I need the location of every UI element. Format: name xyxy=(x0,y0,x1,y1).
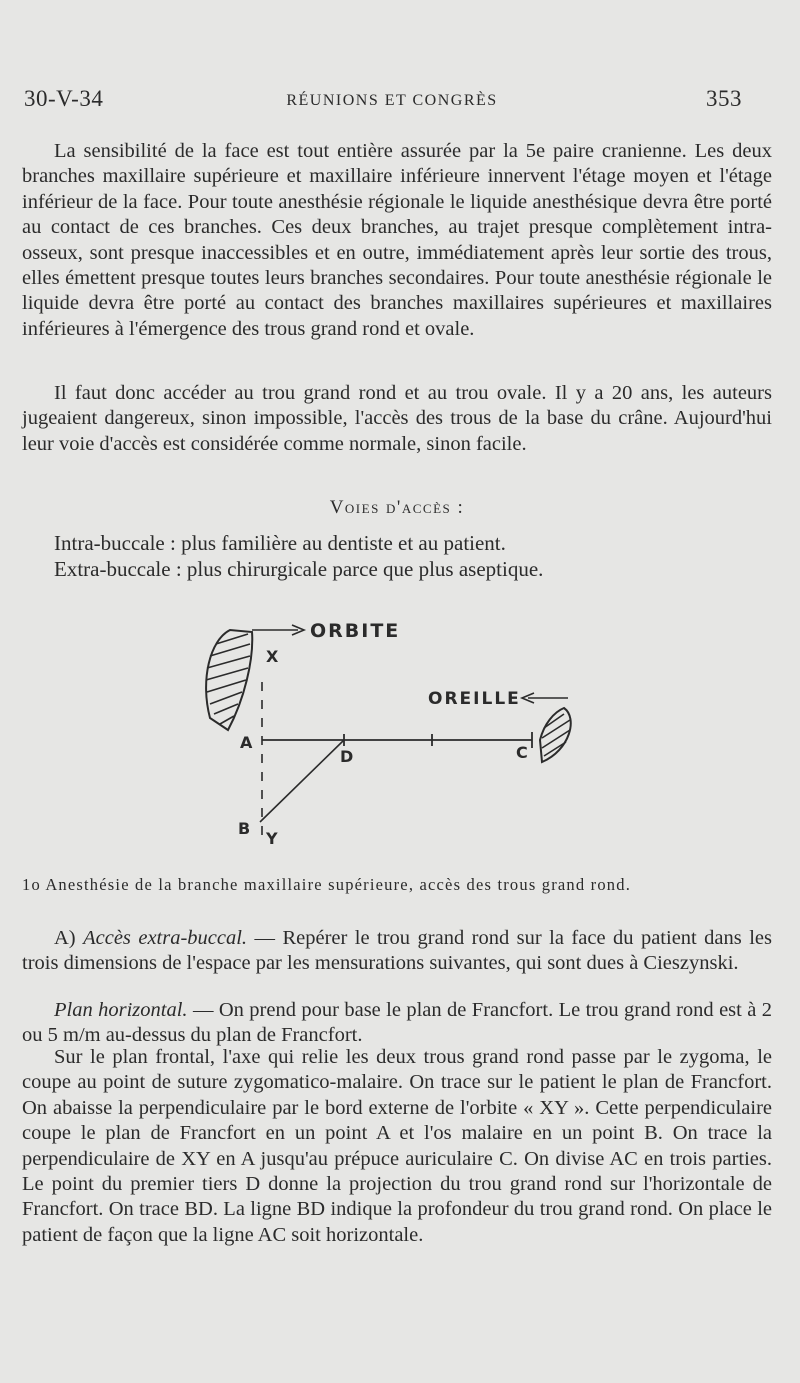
intra-buccale-line: Intra-buccale : plus familière au dentiste et au patient. xyxy=(54,531,506,555)
running-title: RÉUNIONS ET CONGRÈS xyxy=(286,92,498,109)
francfort-diagram xyxy=(180,600,600,860)
extra-buccale-line: Extra-buccale : plus chirurgicale parce que plus aseptique. xyxy=(54,557,544,581)
label-a: A xyxy=(240,733,253,752)
label-orbite: ORBITE xyxy=(310,620,401,642)
paragraph-acces-extra-buccal: A) Accès extra-buccal. — Repérer le trou grand rond sur la face du patient dans les trois dimensions de l'espace par les mensurations suivantes, qui sont dues à Cieszynski. xyxy=(22,927,772,975)
paragraph-plan-frontal: Sur le plan frontal, l'axe qui relie les deux trous grand rond passe par le zygoma, le coupe au point de suture zygomatico-malaire. On trace sur le patient le plan de Francfort. On abaisse la perpendiculaire par le bord externe de l'orbite « XY ». Cette perpendiculaire coupe le plan de Francfort en un point A et l'os malaire en un point B. On trace la perpendiculaire de XY en A jusqu'au prépuce auriculaire C. On divise AC en trois parties. Le point du premier tiers D donne la projection du trou grand rond sur l'horizontale de Francfort. On trace BD. La ligne BD indique la profondeur du trou grand rond. On place le patient de façon que la ligne AC soit horizontale. xyxy=(22,1046,772,1246)
voies-acces-heading: Voies d'accès : xyxy=(329,497,465,518)
orbit-shape xyxy=(206,630,252,730)
label-x: X xyxy=(266,647,279,666)
label-y: Y xyxy=(266,829,278,848)
section-heading: 1o Anesthésie de la branche maxillaire supérieure, accès des trous grand rond. xyxy=(22,875,632,894)
bd-line xyxy=(260,740,344,822)
label-b: B xyxy=(238,819,251,838)
ear-shape xyxy=(540,708,571,762)
paragraph-sensibilite: La sensibilité de la face est tout entière assurée par la 5e paire cranienne. Les deux branches maxillaire supérieure et maxillaire inférieure innervent l'étage moyen et l'étage inférieur de la face. Pour toute anesthésie régionale le liquide anesthésique devra être porté au contact de ces branches. Ces deux branches, au trajet presque complètement intra-osseux, sont presque inaccessibles et en outre, immédiatement après leur sortie des trous, elles émettent presque toutes leurs branches secondaires. Pour toute anesthésie régionale le liquide devra être porté au contact des branches maxillaires supérieures et maxillaires inférieures à l'émergence des trous grand rond et ovale. xyxy=(22,140,772,340)
label-c: C xyxy=(516,743,528,762)
page-number: 353 xyxy=(706,86,742,111)
paragraph-plan-horizontal: Plan horizontal. — On prend pour base le plan de Francfort. Le trou grand rond est à 2 ou 5 m/m au-dessus du plan de Francfort. xyxy=(22,999,773,1047)
paragraph-acces-trous: Il faut donc accéder au trou grand rond et au trou ovale. Il y a 20 ans, les auteurs jugeaient dangereux, sinon impossible, l'accès des trous de la base du crâne. Aujourd'hui leur voie d'accès est considérée comme normale, sinon facile. xyxy=(22,382,772,455)
label-d: D xyxy=(340,747,354,766)
label-oreille: OREILLE xyxy=(428,689,521,709)
header-date: 30-V-34 xyxy=(24,86,104,111)
